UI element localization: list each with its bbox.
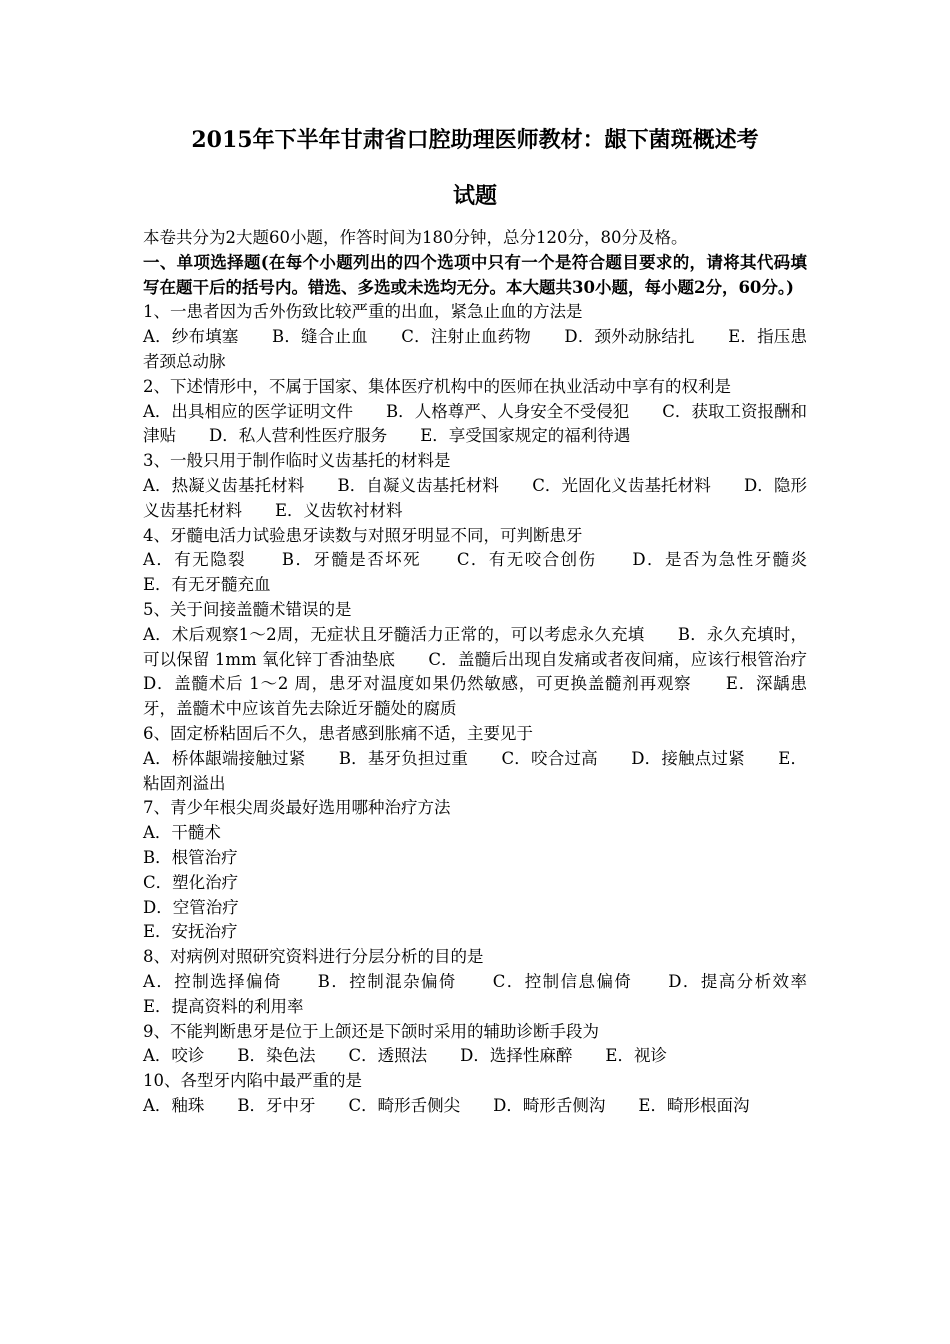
question-option: E．安抚治疗 (143, 922, 238, 942)
question-options: A．控制选择偏倚 B．控制混杂偏倚 C．控制信息偏倚 D．提高分析效率 E．提高资料的利用率 (143, 971, 840, 1016)
question-9 (143, 1020, 807, 1070)
question-option: C．塑化治疗 (143, 872, 239, 892)
question-stem: 7、青少年根尖周炎最好选用哪种治疗方法 (143, 798, 451, 818)
question-options: A．纱布填塞 B．缝合止血 C．注射止血药物 D．颈外动脉结扎 E．指压患者颈总动脉 (143, 327, 807, 371)
question-stem: 8、对病例对照研究资料进行分层分析的目的是 (143, 947, 484, 967)
title-line-1: 2015年下半年甘肃省口腔助理医师教材：龈下菌斑概述考 (191, 127, 759, 153)
question-6 (143, 722, 807, 796)
question-options: A．术后观察1～2周，无症状且牙髓活力正常的，可以考虑永久充填 B．永久充填时，可以保留 1mm 氧化锌丁香油垫底 C．盖髓后出现自发痛或者夜间痛，应该行根管治疗 D．盖髓术后 1～2 周，患牙对温度如果仍然敏感，可更换盖髓剂再观察 E．深龋患牙，盖髓术中应该首先去除近牙髓处的腐质 (143, 624, 840, 719)
question-options: A．出具相应的医学证明文件 B．人格尊严、人身安全不受侵犯 C．获取工资报酬和津贴 D．私人营利性医疗服务 E．享受国家规定的福利待遇 (143, 401, 807, 446)
question-options: A．有无隐裂 B．牙髓是否坏死 C．有无咬合创伤 D．是否为急性牙髓炎 E．有无牙髓充血 (143, 550, 840, 595)
question-option: D．空管治疗 (143, 897, 239, 917)
document-title (143, 112, 807, 224)
question-stem: 3、一般只用于制作临时义齿基托的材料是 (143, 451, 451, 471)
document-body (143, 226, 840, 1119)
exam-intro: 本卷共分为2大题60小题，作答时间为180分钟，总分120分，80分及格。 (143, 228, 688, 247)
question-option: B．根管治疗 (143, 847, 238, 867)
question-3 (143, 449, 807, 523)
question-stem: 1、一患者因为舌外伤致比较严重的出血，紧急止血的方法是 (143, 302, 583, 322)
question-5 (143, 598, 840, 722)
question-stem: 9、不能判断患牙是位于上颌还是下颌时采用的辅助诊断手段为 (143, 1021, 599, 1041)
question-2 (143, 375, 807, 449)
question-options: A．咬诊 B．染色法 C．透照法 D．选择性麻醉 E．视诊 (143, 1046, 667, 1066)
question-8 (143, 945, 840, 1019)
question-option: A．干髓术 (143, 823, 221, 843)
question-7 (143, 796, 807, 945)
question-stem: 4、牙髓电活力试验患牙读数与对照牙明显不同，可判断患牙 (143, 525, 583, 545)
question-stem: 10、各型牙内陷中最严重的是 (143, 1071, 362, 1091)
question-stem: 5、关于间接盖髓术错误的是 (143, 599, 352, 619)
question-options: A．热凝义齿基托材料 B．自凝义齿基托材料 C．光固化义齿基托材料 D．隐形义齿基托材料 E．义齿软衬材料 (143, 475, 807, 520)
question-options: A．桥体龈端接触过紧 B．基牙负担过重 C．咬合过高 D．接触点过紧 E．粘固剂溢出 (143, 748, 807, 793)
question-1 (143, 300, 807, 374)
section-heading: 一、单项选择题(在每个小题列出的四个选项中只有一个是符合题目要求的，请将其代码填写在题干后的括号内。错选、多选或未选均无分。本大题共30小题，每小题2分，60分。) (143, 252, 807, 297)
question-stem: 6、固定桥粘固后不久，患者感到胀痛不适，主要见于 (143, 723, 533, 743)
question-4 (143, 524, 840, 598)
question-stem: 2、下述情形中，不属于国家、集体医疗机构中的医师在执业活动中享有的权利是 (143, 376, 731, 396)
question-10 (143, 1069, 807, 1119)
question-options: A．釉珠 B．牙中牙 C．畸形舌侧尖 D．畸形舌侧沟 E．畸形根面沟 (143, 1095, 750, 1115)
title-line-2: 试题 (452, 183, 497, 209)
